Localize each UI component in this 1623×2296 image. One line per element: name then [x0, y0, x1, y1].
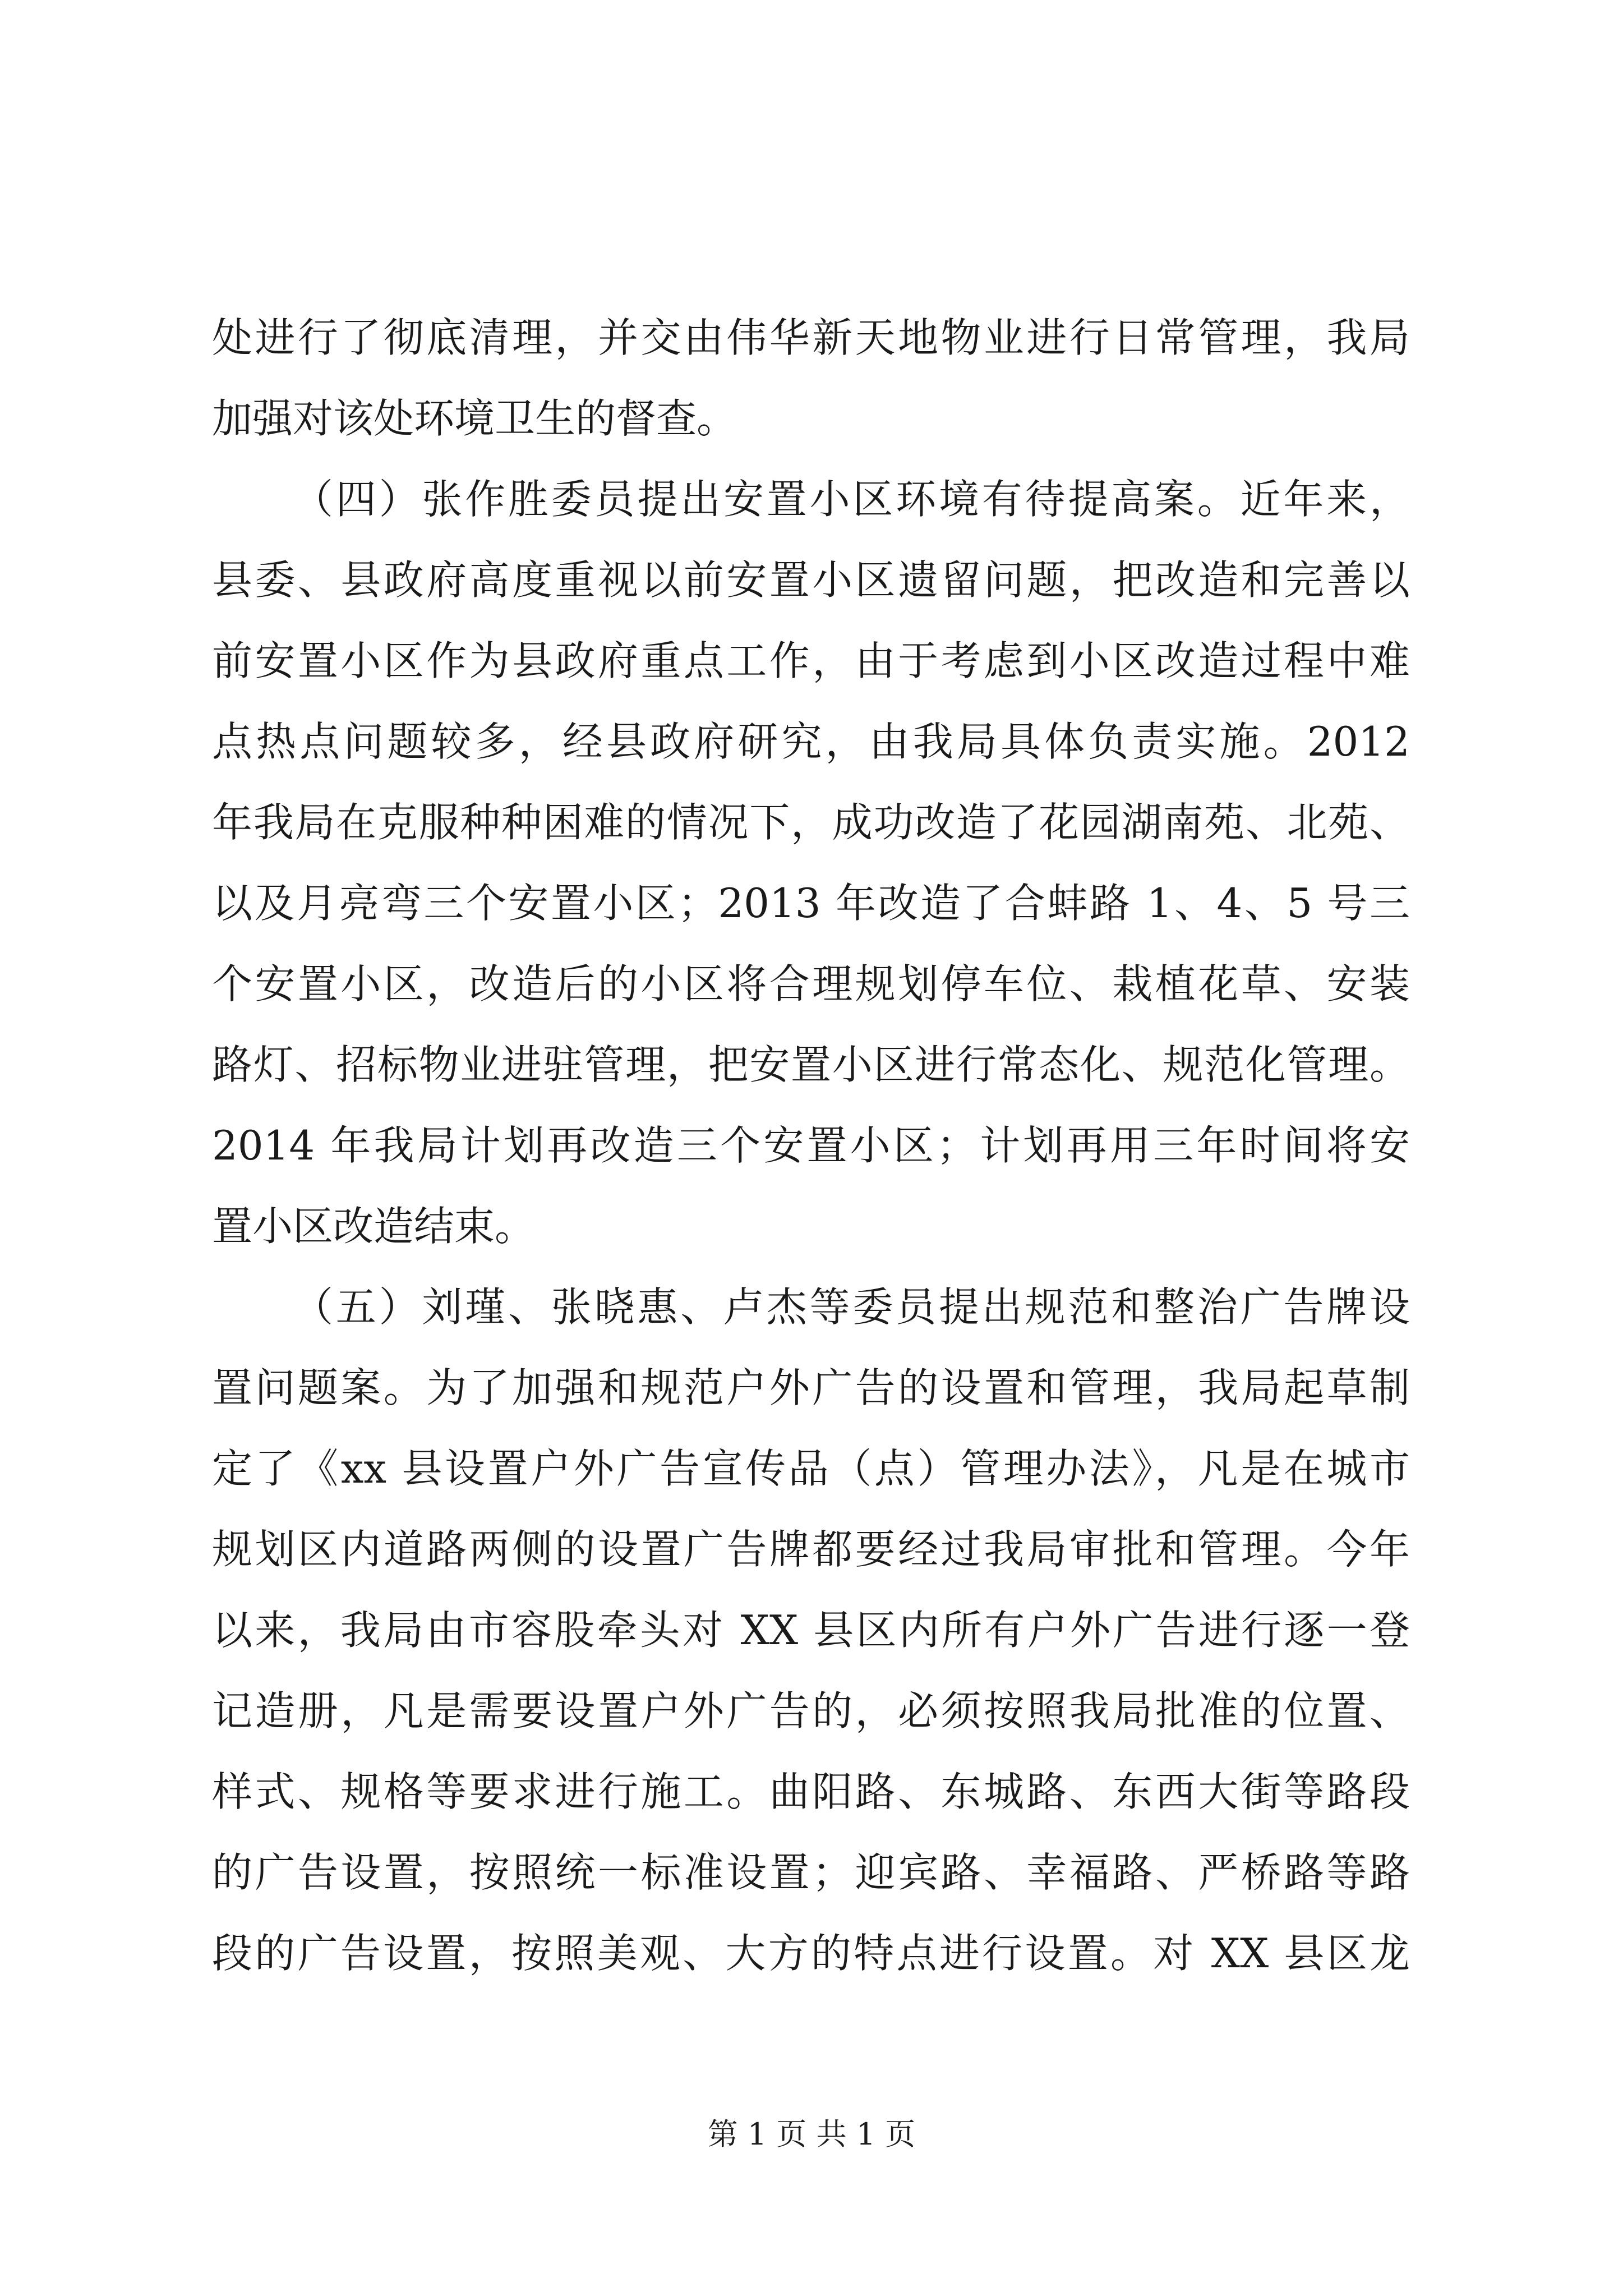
body-text-line: 点热点问题较多，经县政府研究，由我局具体负责实施。2012: [212, 718, 1410, 765]
body-text-line: 处进行了彻底清理，并交由伟华新天地物业进行日常管理，我局: [212, 314, 1410, 361]
body-text-line: 段的广告设置，按照美观、大方的特点进行设置。对 XX 县区龙: [212, 1930, 1410, 1977]
body-text-line: （五）刘瑾、张晓惠、卢杰等委员提出规范和整治广告牌设: [293, 1283, 1410, 1331]
body-text-line: 县委、县政府高度重视以前安置小区遗留问题，把改造和完善以: [212, 556, 1410, 604]
body-text-line: 年我局在克服种种困难的情况下，成功改造了花园湖南苑、北苑、: [212, 799, 1410, 846]
body-text-line: 的广告设置，按照统一标准设置；迎宾路、幸福路、严桥路等路: [212, 1849, 1410, 1896]
body-text-line: 以及月亮弯三个安置小区；2013 年改造了合蚌路 1、4、5 号三: [212, 880, 1410, 927]
body-text-line: 2014 年我局计划再改造三个安置小区；计划再用三年时间将安: [212, 1122, 1410, 1169]
body-text-line: 个安置小区，改造后的小区将合理规划停车位、栽植花草、安装: [212, 960, 1410, 1007]
body-text-line: 定了《xx 县设置户外广告宣传品（点）管理办法》，凡是在城市: [212, 1445, 1410, 1492]
body-text-line: 前安置小区作为县政府重点工作，由于考虑到小区改造过程中难: [212, 637, 1410, 684]
body-text-line: 路灯、招标物业进驻管理，把安置小区进行常态化、规范化管理。: [212, 1041, 1410, 1088]
body-text-line: 置小区改造结束。: [212, 1203, 536, 1250]
body-text-line: 以来，我局由市容股牵头对 XX 县区内所有户外广告进行逐一登: [212, 1607, 1410, 1654]
body-text-line: 加强对该处环境卫生的督查。: [212, 395, 737, 442]
body-text-line: 样式、规格等要求进行施工。曲阳路、东城路、东西大街等路段: [212, 1768, 1410, 1815]
page-footer: [0, 2115, 1623, 2154]
body-text-line: 规划区内道路两侧的设置广告牌都要经过我局审批和管理。今年: [212, 1526, 1410, 1573]
body-text-line: 置问题案。为了加强和规范户外广告的设置和管理，我局起草制: [212, 1364, 1410, 1411]
page-number-label: 第 1 页 共 1 页: [707, 2116, 916, 2152]
body-text-line: 记造册，凡是需要设置户外广告的，必须按照我局批准的位置、: [212, 1687, 1410, 1734]
body-text-line: （四）张作胜委员提出安置小区环境有待提高案。近年来，: [293, 476, 1410, 523]
document-body: [212, 297, 1410, 1994]
